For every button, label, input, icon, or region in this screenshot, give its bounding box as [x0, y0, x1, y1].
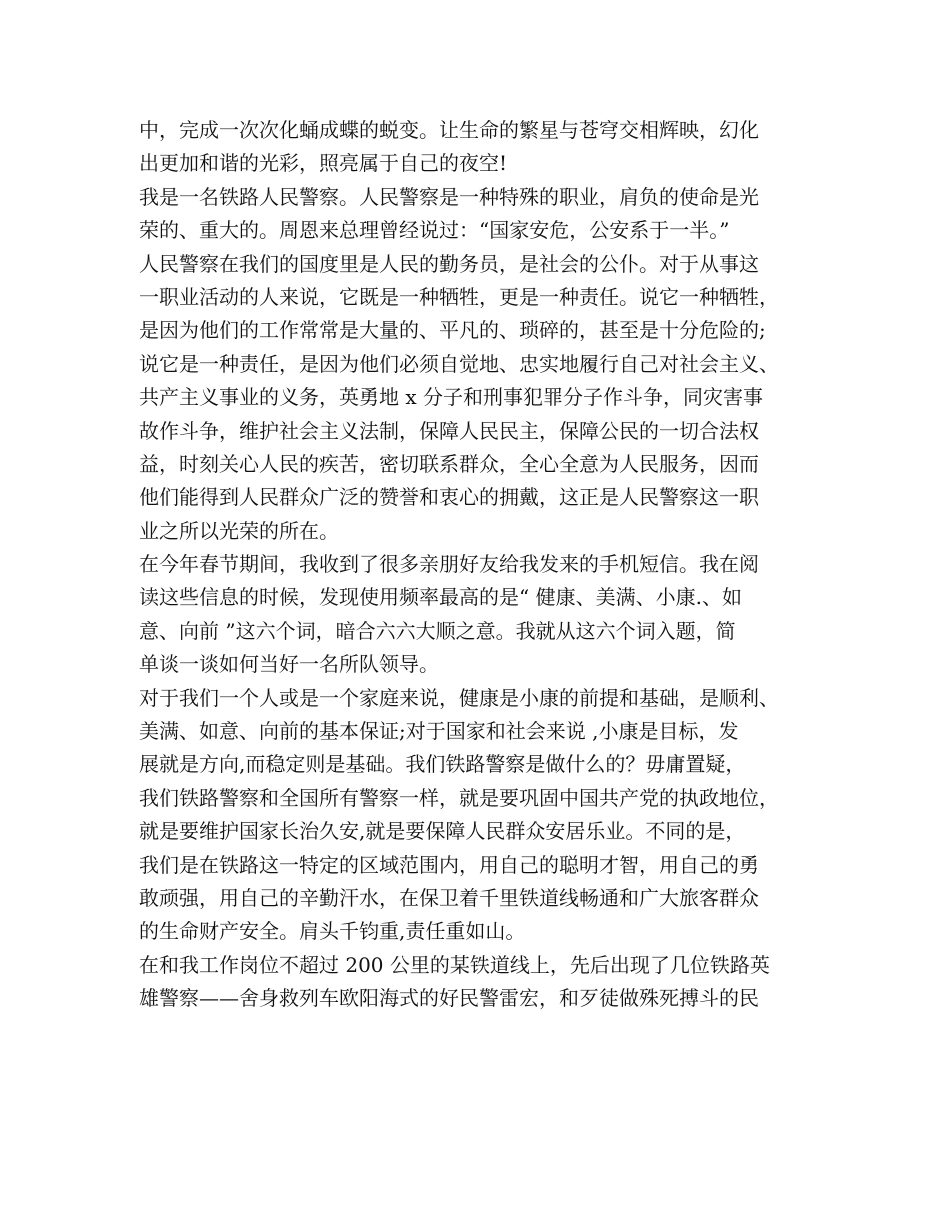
text-line: 共产主义事业的义务，英勇地 x 分子和刑事犯罪分子作斗争，同灾害事 [139, 385, 763, 410]
text-line: 说它是一种责任，是因为他们必须自觉地、忠实地履行自己对社会主义、 [139, 351, 779, 376]
text-line: 单谈一谈如何当好一名所队领导。 [139, 652, 439, 677]
text-line: 荣的、重大的。周恩来总理曾经说过：“国家安危，公安系于一半。” [139, 218, 730, 243]
text-line: 益，时刻关心人民的疾苦，密切联系群众，全心全意为人民服务，因而 [139, 451, 759, 476]
text-line: 在今年春节期间，我收到了很多亲朋好友给我发来的手机短信。我在阅 [139, 552, 759, 577]
text-line: 故作斗争，维护社会主义法制，保障人民民主，保障公民的一切合法权 [139, 418, 759, 443]
text-line: 我是一名铁路人民警察。人民警察是一种特殊的职业，肩负的使命是光 [139, 184, 759, 209]
text-line: 展就是方向,而稳定则是基础。我们铁路警察是做什么的？毋庸置疑， [139, 752, 746, 777]
text-line: 他们能得到人民群众广泛的赞誉和衷心的拥戴，这正是人民警察这一职 [139, 485, 759, 510]
text-line: 一职业活动的人来说，它既是一种牺牲，更是一种责任。说它一种牺牲， [139, 284, 779, 309]
text-line: 敢顽强，用自己的辛勤汗水，在保卫着千里铁道线畅通和广大旅客群众 [139, 885, 759, 910]
document-body [139, 114, 829, 1016]
text-line: 意、向前 ”这六个词，暗合六六大顺之意。我就从这六个词入题，简 [139, 618, 736, 643]
text-line: 出更加和谐的光彩，照亮属于自己的夜空! [139, 151, 508, 176]
text-line: 中，完成一次次化蛹成蝶的蜕变。让生命的繁星与苍穹交相辉映，幻化 [139, 118, 759, 142]
text-line: 在和我工作岗位不超过 200 公里的某铁道线上，先后出现了几位铁路英 [139, 952, 770, 977]
text-line: 我们铁路警察和全国所有警察一样，就是要巩固中国共产党的执政地位， [139, 785, 779, 810]
text-line: 的生命财产安全。肩头千钧重,责任重如山。 [139, 919, 526, 944]
text-line: 我们是在铁路这一特定的区域范围内，用自己的聪明才智，用自己的勇 [139, 852, 759, 877]
text-line: 美满、如意、向前的基本保证;对于国家和社会来说 ,小康是目标，发 [139, 719, 739, 744]
text-line: 就是要维护国家长治久安,就是要保障人民群众安居乐业。不同的是， [139, 819, 746, 844]
text-line: 是因为他们的工作常常是大量的、平凡的、琐碎的，甚至是十分危险的; [139, 318, 766, 343]
text-line: 业之所以光荣的所在。 [139, 518, 339, 543]
text-line: 读这些信息的时候，发现使用频率最高的是“ 健康、美满、小康.、如 [139, 585, 742, 610]
text-line: 人民警察在我们的国度里是人民的勤务员，是社会的公仆。对于从事这 [139, 251, 759, 276]
text-line: 对于我们一个人或是一个家庭来说，健康是小康的前提和基础，是顺利、 [139, 685, 779, 710]
text-line: 雄警察——舍身救列车欧阳海式的好民警雷宏，和歹徒做殊死搏斗的民 [139, 986, 759, 1011]
